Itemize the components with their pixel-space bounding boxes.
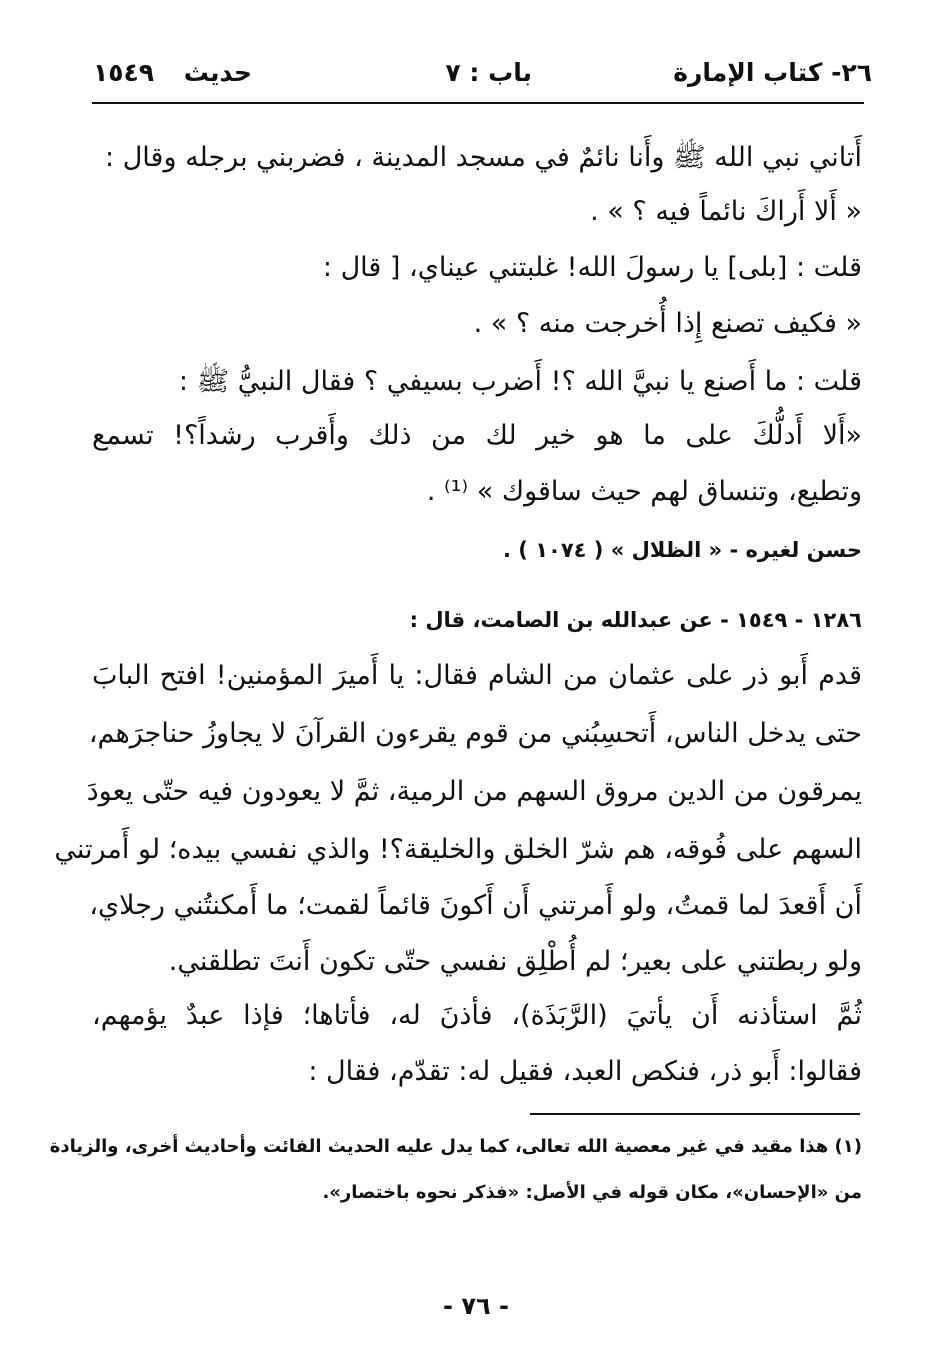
text-line: قدم أَبو ذر على عثمان من الشام فقال: يا أَميرَ المؤمنين! افتح البابَ: [92, 660, 862, 691]
bab-label: باب : ٧: [445, 58, 532, 87]
text-line: قلت : [بلى] يا رسولَ الله! غلبتني عيناي، [ قال :: [322, 252, 862, 283]
text-line: وتطيع، وتنساق لهم حيث ساقوك » ⁽¹⁾ .: [426, 476, 862, 507]
text-line: ثُمَّ استأذنه أَن يأتيَ (الرَّبَذَة)، فأذنَ له، فأتاها؛ فإذا عبدٌ يؤمهم،: [92, 1000, 862, 1031]
text-line: « أَلا أَراكَ نائماً فيه ؟ » .: [590, 196, 862, 227]
text-line: « فكيف تصنع إِذا أُخرجت منه ؟ » .: [473, 308, 862, 339]
chapter-title: ٢٦- كتاب الإمارة: [673, 58, 872, 87]
text-line: أَن أَقعدَ لما قمتُ، ولو أَمرتني أَن أَكونَ قائماً لقمت؛ ما أَمكنتُني رجلاي،: [89, 890, 862, 921]
text-line: فقالوا: أَبو ذر، فنكص العبد، فقيل له: تقدّم، فقال :: [308, 1056, 862, 1087]
footnote-line: (١) هذا مقيد في غير معصية الله تعالى، كما يدل عليه الحديث الفائت وأحاديث أخرى، والزيادة: [49, 1136, 862, 1157]
running-header: [92, 58, 872, 98]
text-line: «أَلا أَدلُّكَ على ما هو خير لك من ذلك وأَقرب رشداً؟! تسمع: [92, 420, 862, 451]
hadith-number: ١٥٤٩: [92, 58, 154, 87]
text-line: أَتاني نبي الله ﷺ وأَنا نائمٌ في مسجد المدينة ، فضربني برجله وقال :: [105, 142, 862, 173]
page-number: - ٧٦ -: [443, 1292, 509, 1320]
header-divider: [92, 102, 864, 104]
footnote-divider: [530, 1113, 860, 1115]
hadith-label: حديث: [183, 58, 252, 87]
footnote-line: من «الإحسان»، مكان قوله في الأصل: «فذكر نحوه باختصار».: [322, 1182, 862, 1203]
grading-note: حسن لغيره - « الظلال » ( ١٠٧٤ ) .: [503, 538, 862, 562]
text-line: ولو ربطتني على بعير؛ لم أُطْلِق نفسي حتّى تكون أَنتَ تطلقني.: [168, 946, 862, 977]
hadith-heading: ١٢٨٦ - ١٥٤٩ - عن عبدالله بن الصامت، قال :: [409, 608, 862, 632]
text-line: يمرقون من الدين مروق السهم من الرمية، ثمَّ لا يعودون فيه حتّى يعودَ: [86, 776, 862, 807]
text-line: حتى يدخل الناس، أَتحسِبُني من قوم يقرءون القرآنَ لا يجاوزُ حناجرَهم،: [88, 718, 862, 749]
text-line: قلت : ما أَصنع يا نبيَّ الله ؟! أَضرب بسيفي ؟ فقال النبيُّ ﷺ :: [178, 366, 862, 397]
text-line: السهم على فُوقه، هم شرّ الخلق والخليقة؟! والذي نفسي بيده؛ لو أَمرتني: [54, 834, 862, 865]
